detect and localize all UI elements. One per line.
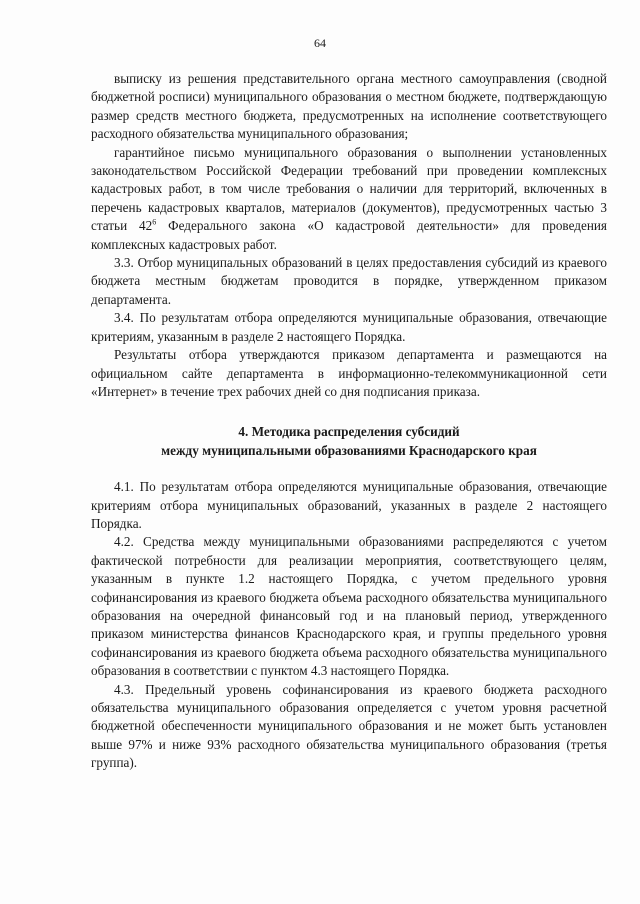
section-heading xyxy=(91,423,607,460)
paragraph-text: Федерального закона «О кадастровой деятельности» для проведения комплексных кадастровых работ. xyxy=(91,218,608,252)
paragraph-text: гарантийное письмо муниципального образования о выполнении установленных законодательством Российской Федерации требований при проведении комплексных кадастровых работ, в том числе требования о наличии для территорий, включенных в перечень кадастровых кварталов, материалов (документов), предусмотренных частью 3 статьи 42 xyxy=(91,144,607,234)
section-heading-line: 4. Методика распределения субсидий xyxy=(238,424,460,440)
paragraph: 3.4. По результатам отбора определяются муниципальные образования, отвечающие критериям, указанным в разделе 2 настоящего Порядка. xyxy=(91,310,607,344)
page-number: 64 xyxy=(314,36,326,50)
section-heading-line: между муниципальными образованиями Краснодарского края xyxy=(161,442,537,458)
paragraph: выписку из решения представительного органа местного самоуправления (сводной бюджетной росписи) муниципального образования о местном бюджете, подтверждающую размер средств местного бюджета, предусмотренных на исполнение соответствующего расходного обязательства муниципального образования; xyxy=(91,71,607,142)
paragraph: 4.2. Средства между муниципальными образованиями распределяются с учетом фактической потребности для реализации мероприятия, соответствующего целям, указанным в пункте 1.2 настоящего Порядка, с учетом предельного уровня софинансирования из краевого бюджета объема расходного обязательства муниципального образования на очередной финансовый год и на плановый период, утвержденного приказом министерства финансов Краснодарского края, и группы предельного уровня софинансирования из краевого бюджета объема расходного обязательства муниципального образования в соответствии с пунктом 4.3 настоящего Порядка. xyxy=(91,534,607,679)
paragraph: 4.1. По результатам отбора определяются муниципальные образования, отвечающие критериям отбора муниципальных образований, указанных в разделе 2 настоящего Порядка. xyxy=(91,479,607,531)
paragraph: 3.3. Отбор муниципальных образований в целях предоставления субсидий из краевого бюджета местным бюджетам проводится в порядке, утвержденном приказом департамента. xyxy=(91,255,607,307)
paragraph: 4.3. Предельный уровень софинансирования из краевого бюджета расходного обязательства муниципального образования определяется с учетом уровня расчетной бюджетной обеспеченности муниципального образования и не может быть установлен выше 97% и ниже 93% расходного обязательства муниципального образования (третья группа). xyxy=(91,681,607,771)
document-body xyxy=(91,70,607,773)
paragraph xyxy=(91,144,607,254)
paragraph: Результаты отбора утверждаются приказом департамента и размещаются на официальном сайте департамента в информационно-телекоммуникационной сети «Интернет» в течение трех рабочих дней со дня подписания приказа. xyxy=(91,347,607,399)
superscript: 6 xyxy=(152,217,157,227)
